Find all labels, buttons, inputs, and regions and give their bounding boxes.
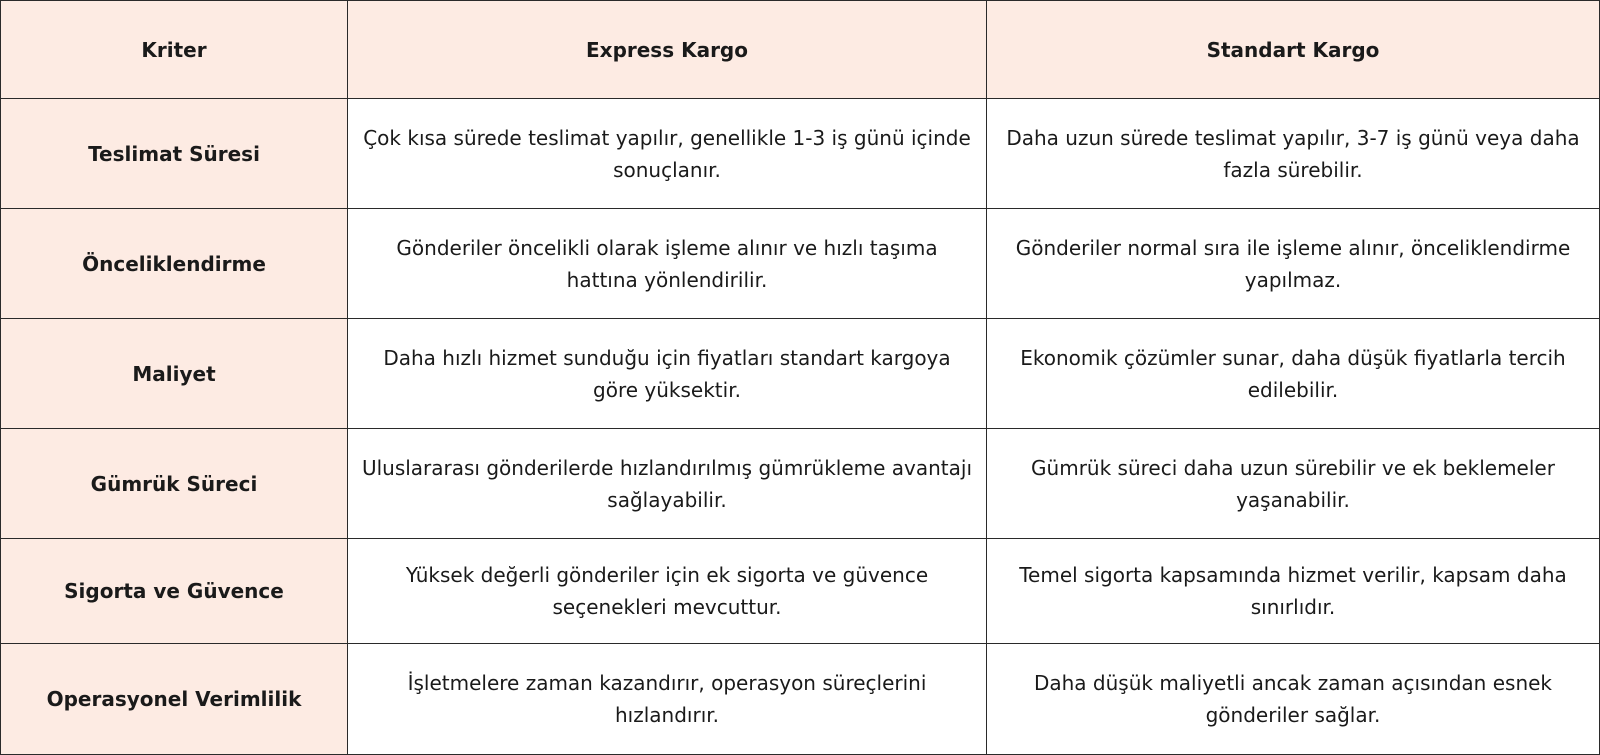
standard-cell: Daha düşük maliyetli ancak zaman açısından esnek gönderiler sağlar. — [987, 644, 1600, 755]
express-cell: Uluslararası gönderilerde hızlandırılmış gümrükleme avantajı sağlayabilir. — [348, 429, 987, 539]
header-express: Express Kargo — [348, 1, 987, 99]
header-row — [1, 1, 1600, 99]
criterion-cell: Önceliklendirme — [1, 209, 348, 319]
table-row — [1, 539, 1600, 644]
criterion-cell: Gümrük Süreci — [1, 429, 348, 539]
standard-cell: Ekonomik çözümler sunar, daha düşük fiyatlarla tercih edilebilir. — [987, 319, 1600, 429]
header-criterion: Kriter — [1, 1, 348, 99]
express-cell: Daha hızlı hizmet sunduğu için fiyatları standart kargoya göre yüksektir. — [348, 319, 987, 429]
criterion-cell: Sigorta ve Güvence — [1, 539, 348, 644]
table-row — [1, 209, 1600, 319]
standard-cell: Temel sigorta kapsamında hizmet verilir, kapsam daha sınırlıdır. — [987, 539, 1600, 644]
express-cell: Gönderiler öncelikli olarak işleme alınır ve hızlı taşıma hattına yönlendirilir. — [348, 209, 987, 319]
criterion-cell: Teslimat Süresi — [1, 99, 348, 209]
express-cell: İşletmelere zaman kazandırır, operasyon süreçlerini hızlandırır. — [348, 644, 987, 755]
standard-cell: Gönderiler normal sıra ile işleme alınır, önceliklendirme yapılmaz. — [987, 209, 1600, 319]
table-row — [1, 644, 1600, 755]
express-cell: Çok kısa sürede teslimat yapılır, genellikle 1-3 iş günü içinde sonuçlanır. — [348, 99, 987, 209]
table-row — [1, 99, 1600, 209]
standard-cell: Daha uzun sürede teslimat yapılır, 3-7 iş günü veya daha fazla sürebilir. — [987, 99, 1600, 209]
criterion-cell: Maliyet — [1, 319, 348, 429]
table-row — [1, 429, 1600, 539]
table-row — [1, 319, 1600, 429]
express-cell: Yüksek değerli gönderiler için ek sigorta ve güvence seçenekleri mevcuttur. — [348, 539, 987, 644]
standard-cell: Gümrük süreci daha uzun sürebilir ve ek beklemeler yaşanabilir. — [987, 429, 1600, 539]
header-standard: Standart Kargo — [987, 1, 1600, 99]
criterion-cell: Operasyonel Verimlilik — [1, 644, 348, 755]
